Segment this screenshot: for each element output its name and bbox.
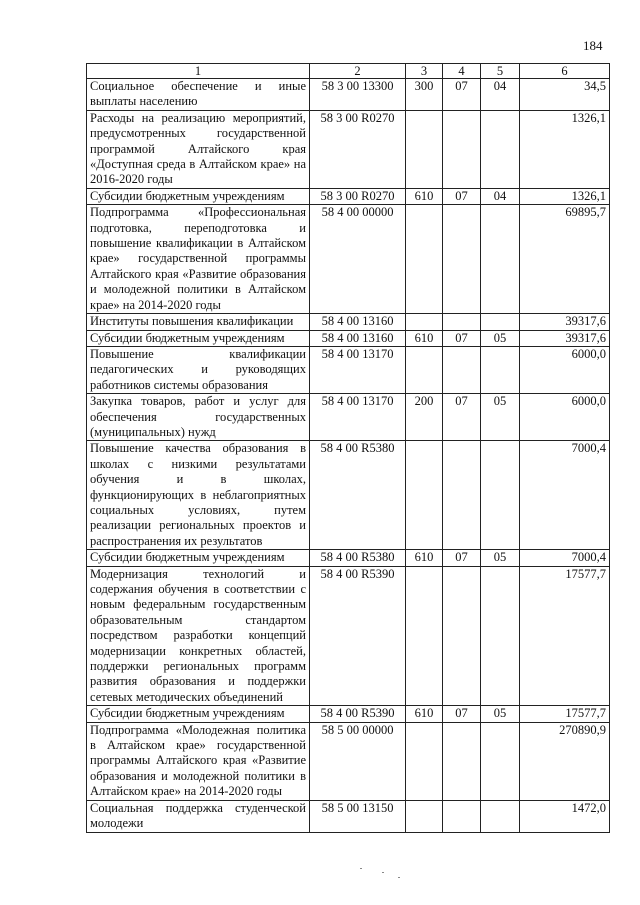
- table-row: [87, 722, 610, 800]
- row-code: 58 4 00 R5390: [310, 706, 406, 722]
- row-subsection: 05: [481, 706, 520, 722]
- table-row: [87, 314, 610, 330]
- row-subsection: [481, 346, 520, 393]
- row-section: [443, 110, 481, 188]
- row-amount: 270890,9: [520, 722, 610, 800]
- column-header: 3: [406, 64, 443, 79]
- row-section: [443, 566, 481, 706]
- row-name: Субсидии бюджетным учреждениям: [87, 330, 310, 346]
- row-subsection: 05: [481, 330, 520, 346]
- budget-table: [86, 63, 610, 833]
- row-section: [443, 800, 481, 832]
- row-name: Подпрограмма «Профессиональная подготовка, переподготовка и повышение квалификации в Алтайском крае» государственной программы Алтайского края «Развитие образования и молодежной политики в Алтайском крае» на 2014-2020 годы: [87, 205, 310, 314]
- header-row: [87, 64, 610, 79]
- table-row: [87, 188, 610, 204]
- table-row: [87, 800, 610, 832]
- row-expense-type: 610: [406, 706, 443, 722]
- row-name: Социальная поддержка студенческой молодежи: [87, 800, 310, 832]
- row-section: [443, 722, 481, 800]
- row-code: 58 4 00 R5380: [310, 441, 406, 550]
- row-section: [443, 346, 481, 393]
- table-body: [87, 79, 610, 833]
- row-subsection: [481, 205, 520, 314]
- table-row: [87, 706, 610, 722]
- row-expense-type: 300: [406, 79, 443, 111]
- row-expense-type: 610: [406, 330, 443, 346]
- row-subsection: [481, 800, 520, 832]
- row-expense-type: 200: [406, 394, 443, 441]
- table-row: [87, 330, 610, 346]
- scan-speck: [382, 872, 384, 873]
- row-name: Социальное обеспечение и иные выплаты населению: [87, 79, 310, 111]
- row-section: [443, 314, 481, 330]
- row-section: 07: [443, 550, 481, 566]
- table-row: [87, 441, 610, 550]
- table-header: [87, 64, 610, 79]
- column-header: 4: [443, 64, 481, 79]
- row-subsection: [481, 314, 520, 330]
- row-amount: 17577,7: [520, 566, 610, 706]
- row-expense-type: 610: [406, 550, 443, 566]
- row-expense-type: [406, 566, 443, 706]
- row-code: 58 4 00 13160: [310, 314, 406, 330]
- column-header: 5: [481, 64, 520, 79]
- column-header: 2: [310, 64, 406, 79]
- row-expense-type: [406, 346, 443, 393]
- row-code: 58 3 00 13300: [310, 79, 406, 111]
- row-subsection: [481, 441, 520, 550]
- row-name: Субсидии бюджетным учреждениям: [87, 188, 310, 204]
- row-code: 58 4 00 13170: [310, 346, 406, 393]
- row-expense-type: [406, 441, 443, 550]
- row-name: Подпрограмма «Молодежная политика в Алтайском крае» государственной программы Алтайского края «Развитие образования и молодежной политики в Алтайском крае» на 2014-2020 годы: [87, 722, 310, 800]
- table-row: [87, 566, 610, 706]
- row-subsection: 05: [481, 550, 520, 566]
- row-code: 58 5 00 00000: [310, 722, 406, 800]
- row-subsection: 04: [481, 188, 520, 204]
- row-code: 58 4 00 00000: [310, 205, 406, 314]
- row-name: Повышение качества образования в школах с низкими результатами обучения и в школах, функционирующих в неблагоприятных социальных условиях, путем реализации региональных проектов и распространения их результатов: [87, 441, 310, 550]
- row-subsection: [481, 110, 520, 188]
- row-expense-type: [406, 800, 443, 832]
- table-row: [87, 205, 610, 314]
- row-code: 58 4 00 R5390: [310, 566, 406, 706]
- row-amount: 34,5: [520, 79, 610, 111]
- row-amount: 1326,1: [520, 110, 610, 188]
- row-section: 07: [443, 188, 481, 204]
- row-code: 58 5 00 13150: [310, 800, 406, 832]
- column-header: 1: [87, 64, 310, 79]
- row-expense-type: [406, 722, 443, 800]
- row-code: 58 3 00 R0270: [310, 110, 406, 188]
- row-section: [443, 441, 481, 550]
- row-code: 58 4 00 R5380: [310, 550, 406, 566]
- row-amount: 69895,7: [520, 205, 610, 314]
- page-number: 184: [583, 38, 603, 53]
- row-amount: 39317,6: [520, 330, 610, 346]
- row-amount: 17577,7: [520, 706, 610, 722]
- scan-speck: [398, 877, 400, 878]
- row-amount: 7000,4: [520, 550, 610, 566]
- row-section: [443, 205, 481, 314]
- row-amount: 6000,0: [520, 394, 610, 441]
- row-section: 07: [443, 706, 481, 722]
- table-row: [87, 346, 610, 393]
- row-name: Субсидии бюджетным учреждениям: [87, 550, 310, 566]
- row-expense-type: [406, 314, 443, 330]
- row-amount: 1326,1: [520, 188, 610, 204]
- row-expense-type: [406, 110, 443, 188]
- row-amount: 39317,6: [520, 314, 610, 330]
- table-row: [87, 79, 610, 111]
- scan-speck: [360, 868, 362, 869]
- row-code: 58 3 00 R0270: [310, 188, 406, 204]
- table-row: [87, 550, 610, 566]
- column-header: 6: [520, 64, 610, 79]
- row-name: Институты повышения квалификации: [87, 314, 310, 330]
- row-expense-type: 610: [406, 188, 443, 204]
- row-name: Субсидии бюджетным учреждениям: [87, 706, 310, 722]
- row-code: 58 4 00 13160: [310, 330, 406, 346]
- row-name: Модернизация технологий и содержания обучения в соответствии с новым федеральным государственным образовательным стандартом посредством разработки концепций модернизации конкретных областей, поддержки региональных программ развития образования и поддержки сетевых методических объединений: [87, 566, 310, 706]
- row-section: 07: [443, 330, 481, 346]
- row-amount: 1472,0: [520, 800, 610, 832]
- table-row: [87, 110, 610, 188]
- row-subsection: [481, 566, 520, 706]
- row-subsection: 04: [481, 79, 520, 111]
- row-subsection: [481, 722, 520, 800]
- row-subsection: 05: [481, 394, 520, 441]
- row-amount: 7000,4: [520, 441, 610, 550]
- row-name: Закупка товаров, работ и услуг для обеспечения государственных (муниципальных) нужд: [87, 394, 310, 441]
- row-name: Расходы на реализацию мероприятий, предусмотренных государственной программой Алтайского края «Доступная среда в Алтайском крае» на 2016-2020 годы: [87, 110, 310, 188]
- table-row: [87, 394, 610, 441]
- row-amount: 6000,0: [520, 346, 610, 393]
- row-section: 07: [443, 79, 481, 111]
- row-name: Повышение квалификации педагогических и руководящих работников системы образования: [87, 346, 310, 393]
- row-code: 58 4 00 13170: [310, 394, 406, 441]
- row-expense-type: [406, 205, 443, 314]
- row-section: 07: [443, 394, 481, 441]
